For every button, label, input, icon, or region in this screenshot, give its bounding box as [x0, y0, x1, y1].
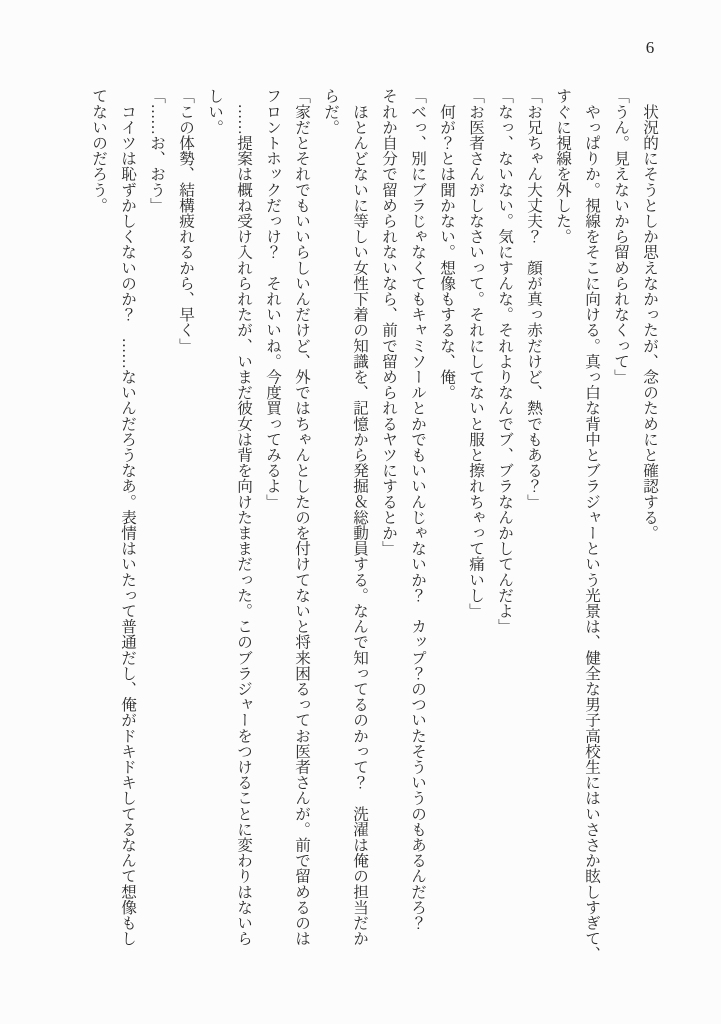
text-line: 「お兄ちゃん大丈夫？ 顔が真っ赤だけど、熱でもある？」 — [525, 88, 542, 510]
text-line: すぐに視線を外した。 — [554, 88, 571, 244]
text-line: 何が？とは聞かない。想像もするな、俺。 — [438, 88, 455, 400]
text-line: 「べっ、別にブラじゃなくてもキャミソールとかでもいいんじゃないか？ カップ？のついたそういうのもあるんだろ？ — [409, 88, 426, 931]
text-line: 「家だとそれでもいいらしいんだけど、外ではちゃんとしたのを付けてないと将来困るってお医者さんが。前で留めるのは — [293, 88, 310, 946]
text-line: ……提案は概ね受け入れられたが、いまだ彼女は背を向けたままだった。このブラジャーをつけることに変わりはないら — [235, 88, 252, 946]
text-line: やっぱりか。視線をそこに向ける。真っ白な背中とブラジャーという光景は、健全な男子高校生にはいささか眩しすぎて、 — [583, 88, 600, 962]
text-line: 「この体勢、結構疲れるから、早く」 — [177, 88, 194, 354]
text-line: てないのだろう。 — [90, 88, 107, 213]
text-line: 状況的にそうとしか思えなかったが、念のためにと確認する。 — [641, 88, 658, 541]
text-line: らだ。 — [322, 88, 339, 135]
text-line: フロントホックだっけ？ それいいね。今度買ってみるよ」 — [264, 88, 281, 510]
text-line: しい。 — [206, 88, 223, 135]
text-line: 「お医者さんがしなさいって。それにしてないと服と擦れちゃって痛いし」 — [467, 88, 484, 619]
text-area — [84, 88, 664, 968]
text-line: ほとんどないに等しい女性下着の知識を、記憶から発掘＆総動員する。なんで知ってるのかって？ 洗濯は俺の担当だか — [351, 88, 368, 946]
text-line: 「なっ、ないない。気にすんな。それよりなんでブ、ブラなんかしてんだよ」 — [496, 88, 513, 634]
page-number: 6 — [645, 38, 655, 57]
text-line: それか自分で留められないなら、前で留められるヤツにするとか」 — [380, 88, 397, 556]
text-line: 「うん。見えないから留められなくって」 — [612, 88, 629, 385]
text-line: 「……お、おう」 — [148, 88, 165, 213]
text-line: コイツは恥ずかしくないのか？ ……ないんだろうなあ。表情はいたって普通だし、俺がドキドキしてるなんて想像もし — [119, 88, 136, 946]
